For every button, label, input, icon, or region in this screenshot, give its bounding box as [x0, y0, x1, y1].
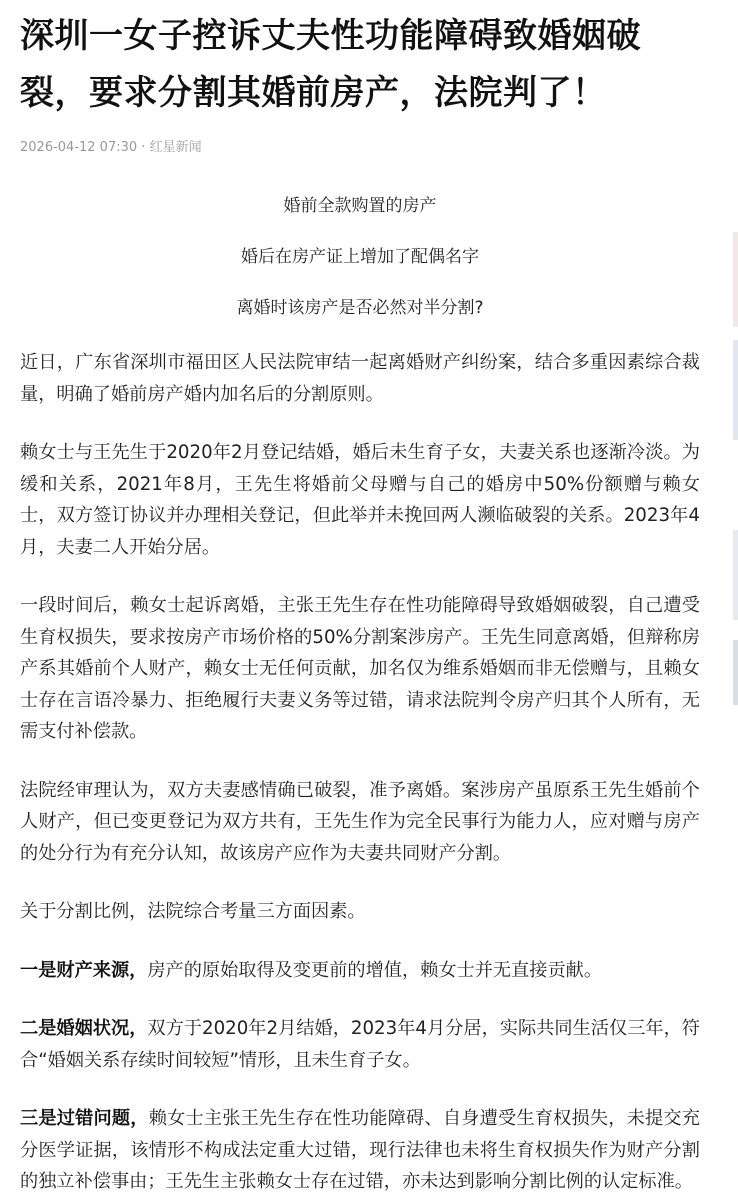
intro-line: 婚前全款购置的房产: [283, 196, 437, 216]
article-paragraph: [20, 896, 700, 928]
article-paragraph: [20, 1103, 700, 1198]
intro-line: 离婚时该房产是否必然对半分割?: [236, 298, 484, 318]
article-paragraph: [20, 775, 700, 870]
paragraph-lead: 一是财产来源，: [20, 959, 148, 981]
intro-line: 婚后在房产证上增加了配偶名字: [241, 247, 479, 267]
article-meta: [20, 138, 700, 158]
side-thumbnail[interactable]: [733, 640, 738, 705]
paragraph-lead: 三是过错问题，: [20, 1108, 149, 1129]
article-paragraph: [20, 590, 700, 748]
publish-time: 2026-04-12 07:30: [20, 140, 138, 155]
side-thumbnail[interactable]: [733, 340, 738, 440]
side-thumbnail[interactable]: [733, 530, 738, 620]
paragraph-text: 房产的原始取得及变更前的增值，赖女士并无直接贡献。: [147, 959, 603, 981]
source-link[interactable]: 红星新闻: [149, 140, 202, 155]
paragraph-text: 法院经审理认为，双方夫妻感情确已破裂，准予离婚。案涉房产虽原系王先生婚前个人财产，但已变更登记为双方共有，王先生作为完全民事行为能力人，应对赠与房产的处分行为有充分认知，故该房产应作为夫妻共同财产分割。: [20, 779, 700, 864]
paragraph-text: 赖女士主张王先生存在性功能障碍、自身遭受生育权损失，未提交充分医学证据，该情形不构成法定重大过错，现行法律也未将生育权损失作为财产分割的独立补偿事由；王先生主张赖女士存在过错，亦未达到影响分割比例的认定标准。: [20, 1108, 700, 1192]
paragraph-text: 双方于2020年2月结婚，2023年4月分居，实际共同生活仅三年，符合“婚姻关系存续时间较短”情形，且未生育子女。: [20, 1018, 700, 1071]
meta-separator: ·: [137, 140, 150, 155]
article-paragraph: [20, 347, 700, 410]
paragraph-text: 赖女士与王先生于2020年2月登记结婚，婚后未生育子女，夫妻关系也逐渐冷淡。为缓和关系，2021年8月，王先生将婚前父母赠与自己的婚房中50%份额赠与赖女士，双方签订协议并办理相关登记，但此举并未挽回两人濒临破裂的关系。2023年4月，夫妻二人开始分居。: [20, 442, 700, 558]
article: [20, 0, 700, 1198]
article-body: [20, 347, 700, 1198]
article-title: 深圳一女子控诉丈夫性功能障碍致婚姻破裂，要求分割其婚前房产，法院判了！: [20, 16, 641, 113]
paragraph-lead: 二是婚姻状况，: [20, 1018, 148, 1039]
article-paragraph: [20, 1013, 700, 1076]
side-thumbnail[interactable]: [733, 232, 738, 327]
paragraph-text: 关于分割比例，法院综合考量三方面因素。: [20, 901, 366, 922]
article-paragraph: [20, 955, 700, 987]
paragraph-text: 一段时间后，赖女士起诉离婚，主张王先生存在性功能障碍导致婚姻破裂，自己遭受生育权损失，要求按房产市场价格的50%分割案涉房产。王先生同意离婚，但辩称房产系其婚前个人财产，赖女士无任何贡献，加名仅为维系婚姻而非无偿赠与，且赖女士存在言语冷暴力、拒绝履行夫妻义务等过错，请求法院判令房产归其个人所有，无需支付补偿款。: [20, 595, 700, 742]
article-paragraph: [20, 437, 700, 563]
paragraph-text: 近日，广东省深圳市福田区人民法院审结一起离婚财产纠纷案，结合多重因素综合裁量，明确了婚前房产婚内加名后的分割原则。: [20, 352, 700, 405]
